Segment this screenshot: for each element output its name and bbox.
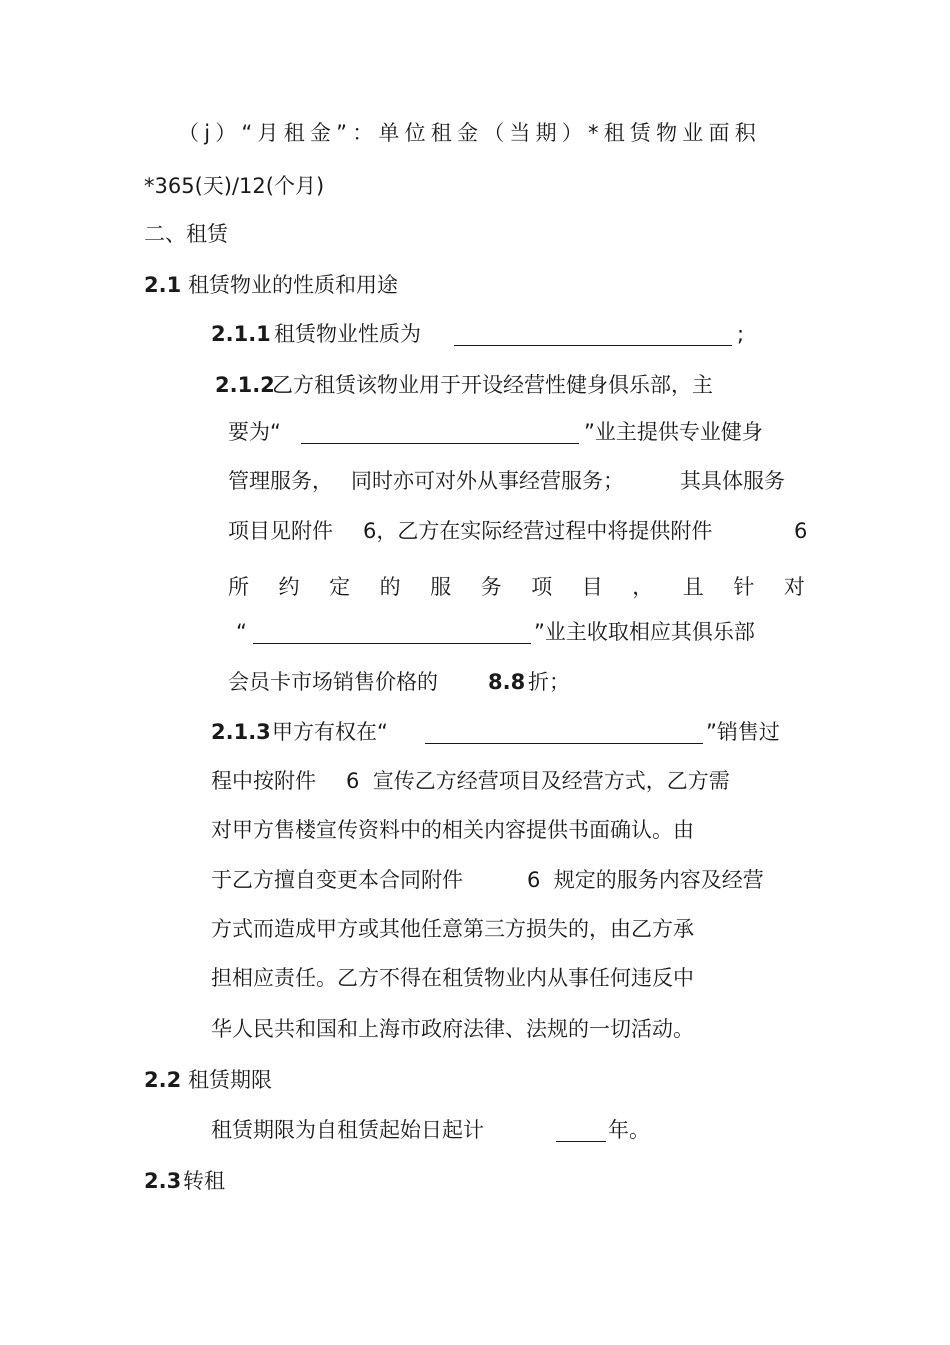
clause-2-1-2-line4b: 6，乙方在实际经营过程中将提供附件 [363, 519, 713, 543]
section-title-2-2: 租赁期限 [188, 1068, 272, 1092]
clause-2-1-2-line6b: ”业主收取相应其俱乐部 [534, 620, 755, 644]
property-nature-blank[interactable] [454, 325, 732, 346]
clause-2-1-3-line3: 对甲方售楼宣传资料中的相关内容提供书面确认。由 [211, 818, 694, 842]
lease-term-end: 年。 [608, 1118, 650, 1142]
char: 针 [733, 575, 755, 599]
clause-2-1-2-line6a: “ [236, 620, 247, 644]
char: 项 [531, 575, 553, 599]
clause-2-1-2-line2a: 要为“ [228, 420, 281, 444]
section-heading-lease: 二、租赁 [144, 222, 228, 246]
char: 定 [329, 575, 351, 599]
clause-2-1-3-line4b: 6 规定的服务内容及经营 [527, 868, 764, 892]
clause-2-1-2-line4a: 项目见附件 [228, 519, 333, 543]
clause-2-1-2-line7c: 折； [528, 670, 570, 694]
clause-2-1-3-line4a: 于乙方擅自变更本合同附件 [211, 868, 463, 892]
clause-number-2-1-2: 2.1.2 [215, 373, 275, 397]
char: 对 [783, 575, 805, 599]
clause-2-1-3-line5: 方式而造成甲方或其他任意第三方损失的，由乙方承 [211, 917, 694, 941]
project-name-blank[interactable] [425, 723, 703, 744]
char: 目 [581, 575, 603, 599]
char: 服 [430, 575, 452, 599]
clause-number-2-1-3: 2.1.3 [211, 720, 271, 744]
char: ， [632, 575, 654, 599]
section-number-2-3: 2.3 [144, 1169, 182, 1193]
clause-2-1-2-line4c: 6 [794, 519, 808, 543]
clause-2-1-3-line1a: 甲方有权在“ [272, 720, 388, 744]
clause-2-1-2-line3c: 其具体服务 [680, 469, 785, 493]
clause-text-2-1-2: 乙方租赁该物业用于开设经营性健身俱乐部，主 [272, 373, 713, 397]
section-title-2-1: 租赁物业的性质和用途 [188, 273, 398, 297]
char: 约 [278, 575, 300, 599]
clause-2-1-3-line7: 华人民共和国和上海市政府法律、法规的一切活动。 [211, 1017, 694, 1041]
char: 所 [228, 575, 249, 599]
section-number-2-2: 2.2 [144, 1068, 182, 1092]
monthly-rent-formula-cont: *365(天)/12(个月) [144, 174, 325, 198]
clause-2-1-3-line6: 担相应责任。乙方不得在租赁物业内从事任何违反中 [211, 966, 694, 990]
lease-years-blank[interactable] [556, 1121, 606, 1142]
clause-2-1-2-line7a: 会员卡市场销售价格的 [228, 670, 438, 694]
char: 的 [379, 575, 401, 599]
char: 务 [480, 575, 502, 599]
clause-text-2-1-1: 租赁物业性质为 [274, 322, 421, 346]
clause-2-1-2-line3a: 管理服务， [228, 469, 333, 493]
clause-2-1-2-line2b: ”业主提供专业健身 [584, 420, 763, 444]
owner-name-blank-2[interactable] [253, 623, 531, 644]
section-title-2-3: 转租 [183, 1169, 225, 1193]
lease-term-text: 租赁期限为自租赁起始日起计 [211, 1118, 484, 1142]
owner-name-blank-1[interactable] [301, 423, 579, 444]
clause-number-2-1-1: 2.1.1 [211, 322, 271, 346]
monthly-rent-definition: （j）“月租金”：单位租金（当期）*租赁物业面积 [178, 121, 761, 145]
char: 且 [682, 575, 704, 599]
clause-2-1-2-line3b: 同时亦可对外从事经营服务； [351, 469, 624, 493]
clause-2-1-3-line1b: ”销售过 [706, 720, 780, 744]
discount-value: 8.8 [488, 670, 526, 694]
section-number-2-1: 2.1 [144, 273, 182, 297]
clause-2-1-3-line2b: 6 宣传乙方经营项目及经营方式，乙方需 [346, 769, 730, 793]
clause-2-1-2-line5 [228, 571, 805, 601]
clause-end-2-1-1: ; [737, 322, 745, 346]
clause-2-1-3-line2a: 程中按附件 [211, 769, 316, 793]
